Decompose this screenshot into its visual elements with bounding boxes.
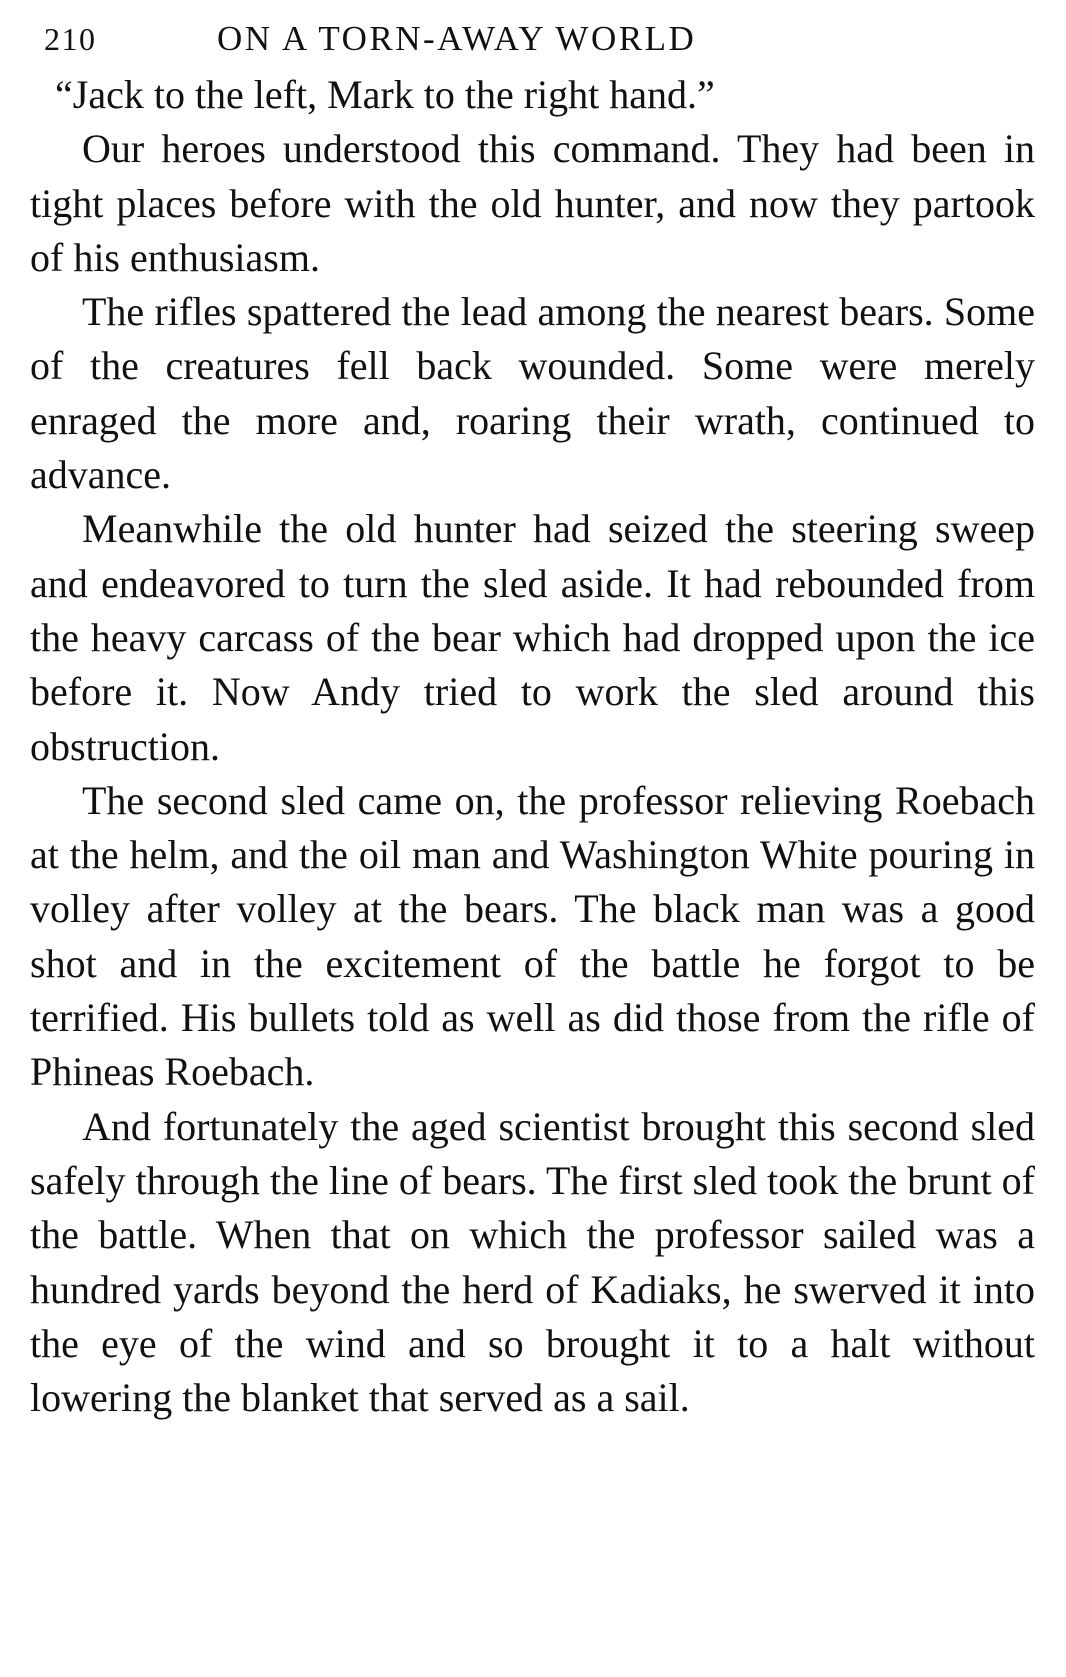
running-head <box>30 14 1035 64</box>
running-title: ON A TORN-AWAY WORLD <box>217 19 697 58</box>
paragraph: Meanwhile the old hunter had seized the steering sweep and endeavored to turn the sled aside. It had rebounded from the heavy carcass of the bear which had dropped upon the ice before it. Now Andy tried to work the sled around this obstruction. <box>30 506 1035 769</box>
body-text <box>30 68 1035 1425</box>
page-number: 210 <box>44 21 97 57</box>
paragraph-dialogue: “Jack to the left, Mark to the right hand.” <box>55 72 715 117</box>
paragraph: And fortunately the aged scientist brought this second sled safely through the line of bears. The first sled took the brunt of the battle. When that on which the professor sailed was a hundred yards beyond the herd of Kadiaks, he swerved it into the eye of the wind and so brought it to a halt without lowering the blanket that served as a sail. <box>30 1103 1035 1421</box>
paragraph: Our heroes understood this command. They had been in tight places before with the old hunter, and now they partook of his enthusiasm. <box>30 126 1035 280</box>
paragraph: The rifles spattered the lead among the nearest bears. Some of the creatures fell back wounded. Some were merely enraged the more and, roaring their wrath, continued to advance. <box>30 289 1035 498</box>
book-page <box>30 14 1035 1425</box>
paragraph: The second sled came on, the professor relieving Roebach at the helm, and the oil man and Washington White pouring in volley after volley at the bears. The black man was a good shot and in the excitement of the battle he forgot to be terrified. His bullets told as well as did those from the rifle of Phineas Roebach. <box>30 777 1035 1095</box>
